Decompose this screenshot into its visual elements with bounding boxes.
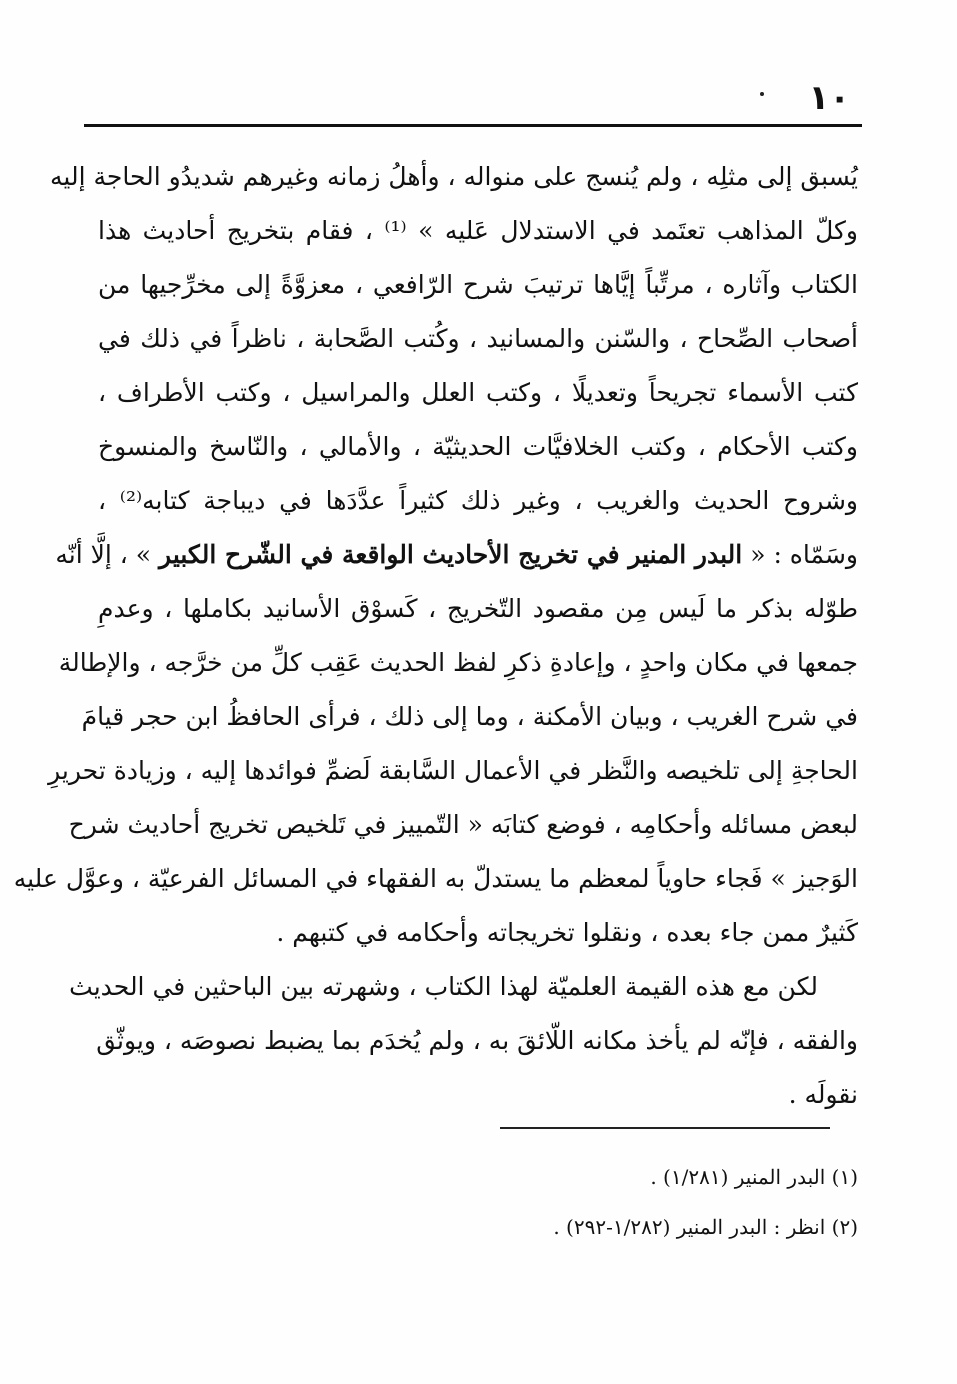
body-text bbox=[13, 150, 859, 1122]
text-line: لبعض مسائله وأحكامِه ، فوضع كتابَه « التّمييز في تَلخيص تخريج أحاديث شرح bbox=[68, 810, 858, 839]
title-line-before: وسَمّاه : « bbox=[742, 540, 858, 569]
text-line: الكتاب وآثاره ، مرتِّباً إيَّاها ترتيبَ شرح الرّافعي ، معزوَّةً إلى مخرِّجيها من bbox=[98, 270, 858, 299]
text-line: يُسبق إلى مثلِه ، ولم يُنسج على منواله ، وأهلُ زمانه وغيرهم شديدُو الحاجة إليه bbox=[50, 162, 858, 191]
text-line: طوّله بذكر ما لَيس مِن مقصود التّخريج ، كَسوْق الأسانيد بكاملها ، وعدمِ bbox=[98, 594, 858, 623]
title-line-after: » ، إلَّا أنّه bbox=[55, 540, 160, 569]
footnote: (٢) انظر : البدر المنير (١/٢٨٢-٢٩٢) . bbox=[553, 1215, 858, 1239]
book-title: البدر المنير في تخريج الأحاديث الواقعة في الشّرح الكبير bbox=[159, 540, 743, 569]
footnote: (١) البدر المنير (١/٢٨١) . bbox=[650, 1165, 858, 1189]
footnote-separator bbox=[500, 1127, 830, 1129]
title-line bbox=[55, 528, 858, 582]
text-line: الحاجةِ إلى تلخيصه والنَّظر في الأعمال السَّابقة لَضمِّ فوائدها إليه ، وزيادة تحريرِ bbox=[48, 756, 858, 785]
text-line: جمعها في مكان واحدٍ ، وإعادةِ ذكرِ لفظ الحديث عَقِب كلِّ من خرَّجه ، والإطالة bbox=[58, 648, 858, 677]
text-line: كَثيرٌ ممن جاء بعده ، ونقلوا تخريجاته وأحكامه في كتبهم . bbox=[276, 918, 858, 947]
text-line: نقولَه . bbox=[788, 1080, 858, 1109]
page-number: ١٠ bbox=[808, 78, 850, 118]
text-line: لكن مع هذه القيمة العلميّة لهذا الكتاب ، وشهرته بين الباحثين في الحديث bbox=[69, 972, 818, 1001]
text-line: في شرح الغريب ، وبيان الأمكنة ، وما إلى ذلك ، فرأى الحافظُ ابن حجر قيامَ bbox=[81, 702, 858, 731]
text-line: والفقه ، فإنّه لم يأخذ مكانه اللّائقَ به ، ولم يُخدَم بما يضبط نصوصَه ، ويوثّق bbox=[96, 1026, 858, 1055]
text-line: الوَجيز » فَجاء حاوياً لمعظم ما يستدلّ به الفقهاء في المسائل الفرعيّة ، وعوَّل عليه bbox=[13, 864, 858, 893]
text-line: كتب الأسماء تجريحاً وتعديلًا ، وكتب العلل والمراسيل ، وكتب الأطراف ، bbox=[98, 378, 858, 407]
header-dot bbox=[760, 92, 764, 96]
text-line: وكتب الأحكام ، وكتب الخلافيَّات الحديثيّة ، والأمالي ، والنّاسخ والمنسوخ bbox=[98, 432, 858, 461]
header-rule bbox=[84, 124, 862, 127]
text-line: أصحاب الصِّحاح ، والسّنن والمسانيد ، وكُتب الصَّحابة ، ناظراً في ذلك في bbox=[98, 324, 858, 353]
text-line: وكلّ المذاهب تعتَمد في الاستدلال عَليه » ⁽¹⁾ ، فقام بتخريج أحاديث هذا bbox=[98, 216, 859, 245]
footnotes bbox=[200, 1152, 858, 1252]
text-line: وشروح الحديث والغريب ، وغير ذلك كثيراً عدَّدَها في ديباجة كتابه⁽²⁾ ، bbox=[98, 486, 859, 515]
